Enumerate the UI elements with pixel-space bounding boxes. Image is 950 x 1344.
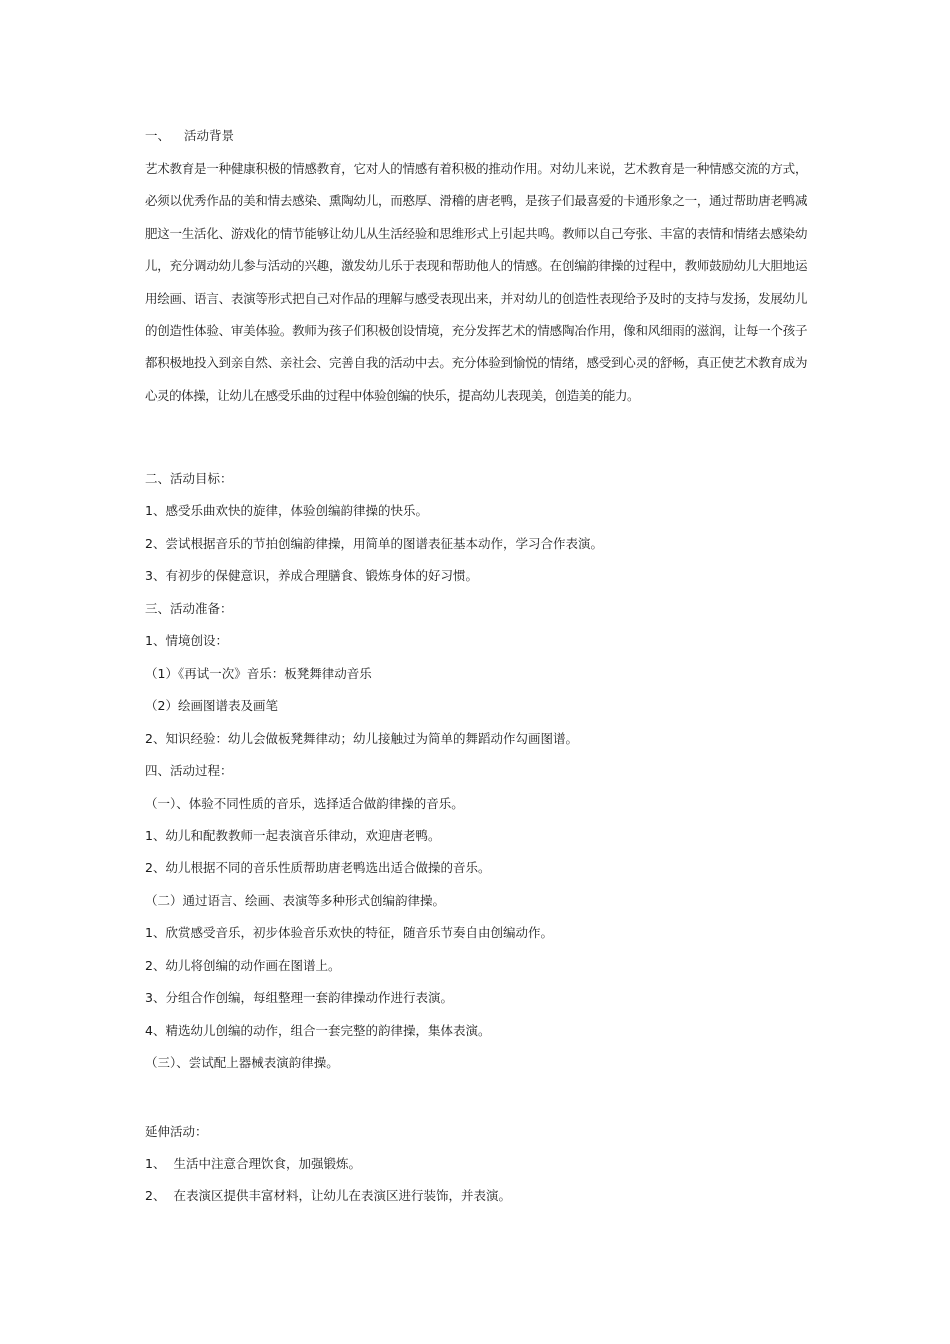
prep-item: 2、知识经验：幼儿会做板凳舞律动；幼儿接触过为简单的舞蹈动作勾画图谱。 bbox=[145, 731, 578, 746]
heading-number: 一、 bbox=[145, 128, 171, 143]
process-item: （一）、体验不同性质的音乐，选择适合做韵律操的音乐。 bbox=[145, 796, 464, 811]
section-heading-prep: 三、活动准备： bbox=[145, 601, 233, 616]
extension-item-number: 1、 bbox=[145, 1156, 166, 1171]
prep-item: （2）绘画图谱表及画笔 bbox=[145, 698, 278, 713]
process-item: 4、精选幼儿创编的动作，组合一套完整的韵律操，集体表演。 bbox=[145, 1023, 491, 1038]
extension-item-text: 生活中注意合理饮食，加强锻炼。 bbox=[173, 1156, 361, 1171]
section-heading-process: 四、活动过程： bbox=[145, 763, 233, 778]
process-item: 3、分组合作创编，每组整理一套韵律操动作进行表演。 bbox=[145, 990, 453, 1005]
process-item: 2、幼儿将创编的动作画在图谱上。 bbox=[145, 958, 341, 973]
process-item: 2、幼儿根据不同的音乐性质帮助唐老鸭选出适合做操的音乐。 bbox=[145, 860, 491, 875]
goal-item: 1、感受乐曲欢快的旋律，体验创编韵律操的快乐。 bbox=[145, 503, 428, 518]
extension-item bbox=[145, 1156, 361, 1172]
extension-item-number: 2、 bbox=[145, 1188, 166, 1203]
extension-item-text: 在表演区提供丰富材料，让幼儿在表演区进行装饰，并表演。 bbox=[173, 1188, 511, 1203]
section-heading-goals: 二、活动目标： bbox=[145, 471, 233, 486]
background-paragraph: 艺术教育是一种健康积极的情感教育，它对人的情感有着积极的推动作用。对幼儿来说，艺术教育是一种情感交流的方式，必须以优秀作品的美和情去感染、熏陶幼儿，而憨厚、滑稽的唐老鸭，是孩子们最喜爱的卡通形象之一，通过帮助唐老鸭减肥这一生活化、游戏化的情节能够让幼儿从生活经验和思维形式上引起共鸣。教师以自己夸张、丰富的表情和情绪去感染幼儿，充分调动幼儿参与活动的兴趣，激发幼儿乐于表现和帮助他人的情感。在创编韵律操的过程中，教师鼓励幼儿大胆地运用绘画、语言、表演等形式把自己对作品的理解与感受表现出来，并对幼儿的创造性表现给予及时的支持与发扬，发展幼儿的创造性体验、审美体验。教师为孩子们积极创设情境，充分发挥艺术的情感陶冶作用，像和风细雨的滋润，让每一个孩子都积极地投入到亲自然、亲社会、完善自我的活动中去。充分体验到愉悦的情绪，感受到心灵的舒畅，真正使艺术教育成为心灵的体操，让幼儿在感受乐曲的过程中体验创编的快乐，提高幼儿表现美，创造美的能力。 bbox=[145, 161, 807, 403]
extension-item bbox=[145, 1188, 511, 1204]
section-heading-extension: 延伸活动： bbox=[145, 1124, 208, 1139]
process-item: 1、幼儿和配教教师一起表演音乐律动，欢迎唐老鸭。 bbox=[145, 828, 441, 843]
prep-item: 1、情境创设： bbox=[145, 633, 228, 648]
prep-item: （1）《再试一次》音乐：板凳舞律动音乐 bbox=[145, 666, 372, 681]
process-item: （二）通过语言、绘画、表演等多种形式创编韵律操。 bbox=[145, 893, 446, 908]
section-heading-background bbox=[145, 128, 234, 144]
goal-item: 3、有初步的保健意识，养成合理膳食、锻炼身体的好习惯。 bbox=[145, 568, 478, 583]
heading-title: 活动背景 bbox=[184, 128, 235, 143]
process-item: （三）、尝试配上器械表演韵律操。 bbox=[145, 1055, 339, 1070]
goal-item: 2、尝试根据音乐的节拍创编韵律操，用简单的图谱表征基本动作，学习合作表演。 bbox=[145, 536, 603, 551]
process-item: 1、欣赏感受音乐，初步体验音乐欢快的特征，随音乐节奏自由创编动作。 bbox=[145, 925, 553, 940]
